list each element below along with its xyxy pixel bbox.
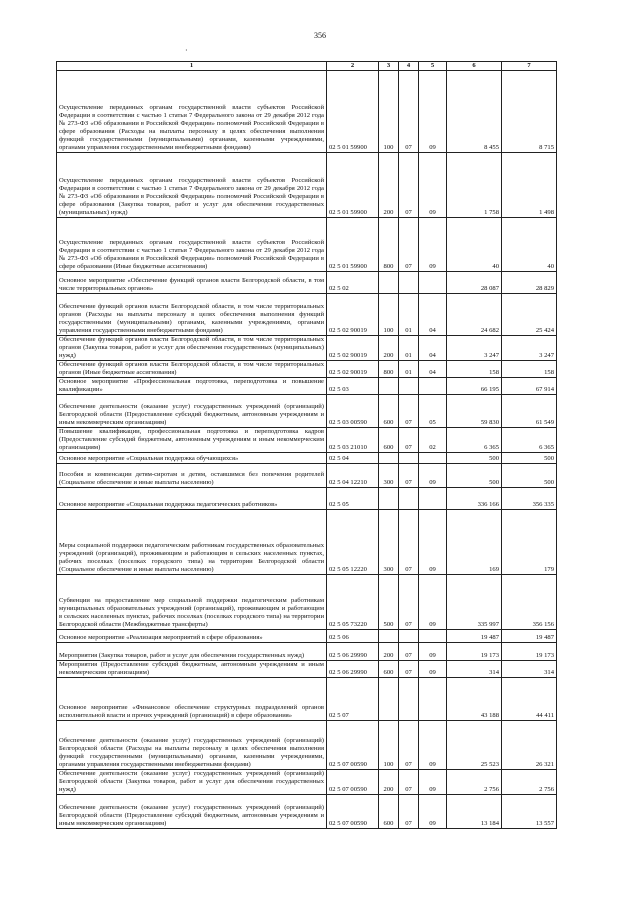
row-subsection: 09 — [419, 218, 447, 272]
row-amount-year2: 1 498 — [502, 153, 557, 218]
row-code: 02 5 02 90019 — [327, 336, 379, 361]
table-row — [57, 378, 557, 395]
row-subsection: 09 — [419, 795, 447, 829]
row-expense-type: 800 — [379, 361, 399, 378]
row-code: 02 5 03 21010 — [327, 428, 379, 453]
row-name: Осуществление переданных органам государственной власти субъектов Российской Федерации в соответствии с частью 1 статьи 7 Федерального закона от 29 декабря 2012 года № 273-ФЗ «Об образовании в Российской Федерации» полномочий Российской Федерации в сфере образования (Иные бюджетные ассигнования) — [57, 218, 327, 272]
row-amount-year1: 314 — [447, 661, 502, 678]
row-subsection — [419, 453, 447, 464]
row-name: Основное мероприятие «Социальная поддержка педагогических работников» — [57, 488, 327, 510]
row-amount-year2: 500 — [502, 464, 557, 488]
table-row — [57, 294, 557, 336]
row-subsection: 02 — [419, 428, 447, 453]
row-amount-year2: 356 335 — [502, 488, 557, 510]
row-amount-year2: 67 914 — [502, 378, 557, 395]
row-code: 02 5 05 12220 — [327, 510, 379, 575]
row-name: Основное мероприятие «Финансовое обеспечение структурных подразделений органов исполнительной власти и прочих учреждений (организаций) в сфере образования» — [57, 678, 327, 721]
row-amount-year1: 66 195 — [447, 378, 502, 395]
row-subsection — [419, 272, 447, 294]
row-name: Основное мероприятие «Профессиональная подготовка, переподготовка и повышение квалификации» — [57, 378, 327, 395]
row-amount-year2: 26 321 — [502, 721, 557, 770]
row-amount-year2: 158 — [502, 361, 557, 378]
table-row — [57, 272, 557, 294]
col-header-2: 2 — [327, 62, 379, 71]
row-code: 02 5 07 00590 — [327, 721, 379, 770]
table-row — [57, 678, 557, 721]
row-name: Мероприятия (Закупка товаров, работ и услуг для обеспечения государственных нужд) — [57, 643, 327, 661]
row-expense-type: 300 — [379, 510, 399, 575]
row-expense-type: 200 — [379, 770, 399, 795]
row-expense-type — [379, 630, 399, 643]
row-code: 02 5 03 00590 — [327, 395, 379, 428]
col-header-3: 3 — [379, 62, 399, 71]
table-row — [57, 453, 557, 464]
row-code: 02 5 02 90019 — [327, 361, 379, 378]
table-row — [57, 428, 557, 453]
row-section — [399, 678, 419, 721]
row-expense-type: 600 — [379, 661, 399, 678]
row-subsection: 09 — [419, 575, 447, 630]
row-name: Субвенции на предоставление мер социальной поддержки педагогическим работникам муниципальных образовательных учреждений (организаций), проживающим и работающим в сельских населенных пунктах, рабочих поселках (поселках городского типа) на территории Белгородской области (Межбюджетные трансферты) — [57, 575, 327, 630]
row-section: 07 — [399, 395, 419, 428]
row-section: 07 — [399, 218, 419, 272]
row-subsection: 04 — [419, 294, 447, 336]
row-section — [399, 630, 419, 643]
row-code: 02 5 06 — [327, 630, 379, 643]
row-subsection — [419, 488, 447, 510]
row-code: 02 5 06 29990 — [327, 643, 379, 661]
row-amount-year2: 19 173 — [502, 643, 557, 661]
row-subsection: 09 — [419, 510, 447, 575]
row-section: 07 — [399, 770, 419, 795]
row-amount-year1: 2 756 — [447, 770, 502, 795]
row-code: 02 5 01 59900 — [327, 71, 379, 153]
row-amount-year1: 169 — [447, 510, 502, 575]
row-code: 02 5 07 00590 — [327, 770, 379, 795]
row-amount-year2: 6 365 — [502, 428, 557, 453]
header-row — [57, 62, 557, 71]
col-header-1: 1 — [57, 62, 327, 71]
row-amount-year2: 44 411 — [502, 678, 557, 721]
row-amount-year1: 8 455 — [447, 71, 502, 153]
row-amount-year2: 314 — [502, 661, 557, 678]
row-code: 02 5 05 73220 — [327, 575, 379, 630]
row-section: 01 — [399, 336, 419, 361]
row-name: Обеспечение функций органов власти Белгородской области, в том числе территориальных органов (Расходы на выплаты персоналу в целях обеспечения выполнения функций государственными (муниципальными) органами, казенными учреждениями, органами управления государственными внебюджетными фондами) — [57, 294, 327, 336]
col-header-6: 6 — [447, 62, 502, 71]
row-code: 02 5 05 — [327, 488, 379, 510]
row-name: Основное мероприятие «Обеспечение функций органов власти Белгородской области, в том числе территориальных органов» — [57, 272, 327, 294]
budget-table — [56, 61, 557, 829]
row-name: Обеспечение функций органов власти Белгородской области, в том числе территориальных органов (Закупка товаров, работ и услуг для обеспечения государственных (муниципальных) нужд) — [57, 336, 327, 361]
row-name: Повышение квалификации, профессиональная подготовка и переподготовка кадров (Предоставление субсидий бюджетным, автономным учреждениям и иным некоммерческим организациям) — [57, 428, 327, 453]
row-amount-year2: 13 557 — [502, 795, 557, 829]
row-code: 02 5 07 — [327, 678, 379, 721]
row-amount-year1: 6 365 — [447, 428, 502, 453]
row-code: 02 5 06 29990 — [327, 661, 379, 678]
page-number: 356 — [314, 31, 326, 40]
row-amount-year1: 336 166 — [447, 488, 502, 510]
row-amount-year1: 500 — [447, 453, 502, 464]
row-expense-type: 500 — [379, 575, 399, 630]
table-row — [57, 510, 557, 575]
row-section: 07 — [399, 643, 419, 661]
row-code: 02 5 04 12210 — [327, 464, 379, 488]
row-subsection: 09 — [419, 153, 447, 218]
row-amount-year2: 28 829 — [502, 272, 557, 294]
row-amount-year1: 24 682 — [447, 294, 502, 336]
row-subsection: 09 — [419, 770, 447, 795]
row-amount-year1: 40 — [447, 218, 502, 272]
table-row — [57, 218, 557, 272]
row-subsection: 09 — [419, 71, 447, 153]
row-name: Обеспечение деятельности (оказание услуг) государственных учреждений (организаций) Белгородской области (Расходы на выплаты персоналу в целях обеспечения выполнения функций государственными (муниципальными) органами, казенными учреждениями, органами управления государственными внебюджетными фондами) — [57, 721, 327, 770]
row-expense-type: 200 — [379, 336, 399, 361]
table-row — [57, 721, 557, 770]
row-expense-type: 100 — [379, 721, 399, 770]
row-subsection — [419, 630, 447, 643]
row-section: 07 — [399, 795, 419, 829]
row-subsection: 09 — [419, 721, 447, 770]
row-amount-year1: 158 — [447, 361, 502, 378]
row-expense-type: 600 — [379, 395, 399, 428]
row-section: 07 — [399, 661, 419, 678]
row-amount-year2: 356 156 — [502, 575, 557, 630]
row-amount-year1: 19 487 — [447, 630, 502, 643]
row-section: 07 — [399, 464, 419, 488]
row-expense-type: 100 — [379, 71, 399, 153]
row-expense-type — [379, 678, 399, 721]
row-amount-year1: 28 087 — [447, 272, 502, 294]
row-amount-year2: 8 715 — [502, 71, 557, 153]
row-expense-type: 600 — [379, 428, 399, 453]
row-section — [399, 488, 419, 510]
row-subsection: 09 — [419, 464, 447, 488]
row-code: 02 5 02 — [327, 272, 379, 294]
row-name: Обеспечение функций органов власти Белгородской области, в том числе территориальных органов (Иные бюджетные ассигнования) — [57, 361, 327, 378]
row-amount-year1: 500 — [447, 464, 502, 488]
col-header-4: 4 — [399, 62, 419, 71]
row-subsection: 05 — [419, 395, 447, 428]
table-row — [57, 643, 557, 661]
row-subsection — [419, 678, 447, 721]
stray-mark: · — [185, 46, 188, 55]
table-row — [57, 361, 557, 378]
row-code: 02 5 04 — [327, 453, 379, 464]
row-amount-year1: 335 997 — [447, 575, 502, 630]
row-subsection: 04 — [419, 336, 447, 361]
row-section: 01 — [399, 294, 419, 336]
table-row — [57, 464, 557, 488]
row-amount-year1: 25 523 — [447, 721, 502, 770]
row-expense-type: 100 — [379, 294, 399, 336]
row-section: 07 — [399, 71, 419, 153]
row-name: Обеспечение деятельности (оказание услуг) государственных учреждений (организаций) Белгородской области (Закупка товаров, работ и услуг для обеспечения государственных нужд) — [57, 770, 327, 795]
row-amount-year1: 13 184 — [447, 795, 502, 829]
row-expense-type: 800 — [379, 218, 399, 272]
row-section: 07 — [399, 510, 419, 575]
row-amount-year1: 1 758 — [447, 153, 502, 218]
row-expense-type: 200 — [379, 153, 399, 218]
row-amount-year1: 3 247 — [447, 336, 502, 361]
row-code: 02 5 07 00590 — [327, 795, 379, 829]
row-section: 07 — [399, 721, 419, 770]
row-section — [399, 378, 419, 395]
row-code: 02 5 02 90019 — [327, 294, 379, 336]
row-amount-year1: 43 188 — [447, 678, 502, 721]
row-name: Осуществление переданных органам государственной власти субъектов Российской Федерации в соответствии с частью 1 статьи 7 Федерального закона от 29 декабря 2012 года № 273-ФЗ «Об образовании в Российской Федерации» полномочий Российской Федерации в сфере образования (Закупка товаров, работ и услуг для обеспечения государственных (муниципальных) нужд) — [57, 153, 327, 218]
row-amount-year2: 3 247 — [502, 336, 557, 361]
row-expense-type: 200 — [379, 643, 399, 661]
row-section: 07 — [399, 428, 419, 453]
table-row — [57, 575, 557, 630]
row-expense-type — [379, 378, 399, 395]
row-subsection: 09 — [419, 643, 447, 661]
row-name: Пособия и компенсации детям-сиротам и детям, оставшимся без попечения родителей (Социальное обеспечение и иные выплаты населению) — [57, 464, 327, 488]
row-name: Основное мероприятие «Социальная поддержка обучающихся» — [57, 453, 327, 464]
row-name: Обеспечение деятельности (оказание услуг) государственных учреждений (организаций) Белгородской области (Предоставление субсидий бюджетным, автономным учреждениям и иным некоммерческим организациям) — [57, 395, 327, 428]
row-code: 02 5 03 — [327, 378, 379, 395]
row-section — [399, 453, 419, 464]
row-amount-year2: 61 549 — [502, 395, 557, 428]
row-code: 02 5 01 59900 — [327, 218, 379, 272]
row-amount-year2: 25 424 — [502, 294, 557, 336]
row-expense-type: 300 — [379, 464, 399, 488]
table-row — [57, 630, 557, 643]
row-amount-year1: 19 173 — [447, 643, 502, 661]
row-name: Мероприятия (Предоставление субсидий бюджетным, автономным учреждениям и иным некоммерческим организациям) — [57, 661, 327, 678]
row-amount-year2: 19 487 — [502, 630, 557, 643]
row-section: 07 — [399, 575, 419, 630]
table-row — [57, 770, 557, 795]
row-name: Обеспечение деятельности (оказание услуг) государственных учреждений (организаций) Белгородской области (Предоставление субсидий бюджетным, автономным учреждениям и иным некоммерческим организациям) — [57, 795, 327, 829]
row-name: Основное мероприятие «Реализация мероприятий в сфере образования» — [57, 630, 327, 643]
row-amount-year2: 2 756 — [502, 770, 557, 795]
row-amount-year2: 500 — [502, 453, 557, 464]
row-amount-year2: 179 — [502, 510, 557, 575]
row-section — [399, 272, 419, 294]
row-section: 01 — [399, 361, 419, 378]
row-amount-year2: 40 — [502, 218, 557, 272]
table-row — [57, 661, 557, 678]
table-row — [57, 395, 557, 428]
row-subsection: 09 — [419, 661, 447, 678]
row-name: Осуществление переданных органам государственной власти субъектов Российской Федерации в соответствии с частью 1 статьи 7 Федерального закона от 29 декабря 2012 года № 273-ФЗ «Об образовании в Российской Федерации» полномочий Российской Федерации в сфере образования (Расходы на выплаты персоналу в целях обеспечения выполнения функций государственными (муниципальными) органами, казенными учреждениями, органами управления государственными внебюджетными фондами) — [57, 71, 327, 153]
table-row — [57, 153, 557, 218]
row-subsection — [419, 378, 447, 395]
row-amount-year1: 59 830 — [447, 395, 502, 428]
table-row — [57, 795, 557, 829]
row-name: Меры социальной поддержки педагогическим работникам государственных образовательных учреждений (организаций), проживающим и работающим в сельских населенных пунктах, рабочих поселках (поселках городского типа) на территории Белгородской области (Социальное обеспечение и иные выплаты населению) — [57, 510, 327, 575]
row-expense-type — [379, 488, 399, 510]
col-header-7: 7 — [502, 62, 557, 71]
row-expense-type — [379, 272, 399, 294]
row-expense-type — [379, 453, 399, 464]
row-subsection: 04 — [419, 361, 447, 378]
table-row — [57, 336, 557, 361]
row-expense-type: 600 — [379, 795, 399, 829]
row-code: 02 5 01 59900 — [327, 153, 379, 218]
row-section: 07 — [399, 153, 419, 218]
table-row — [57, 488, 557, 510]
col-header-5: 5 — [419, 62, 447, 71]
table-row — [57, 71, 557, 153]
